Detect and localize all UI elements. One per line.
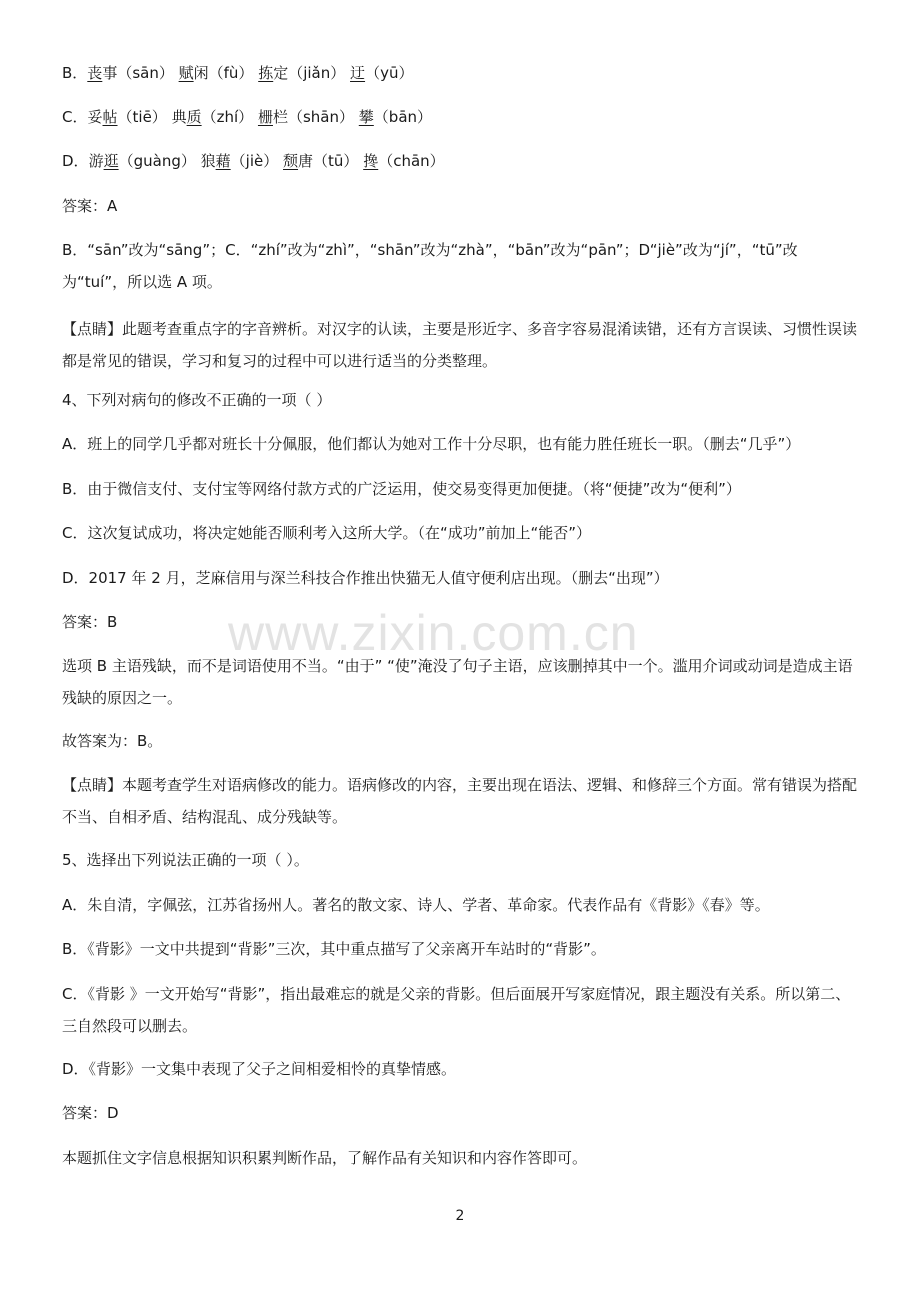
- q4-option-d: D．2017 年 2 月，芝麻信用与深兰科技合作推出快猫无人值守便利店出现。（删去“出现”）: [62, 569, 669, 587]
- q3-option-c: [62, 105, 880, 129]
- item-text: 定（jiǎn）: [273, 64, 346, 82]
- item-text: （yū）: [365, 64, 414, 82]
- q4-conclusion: 故答案为：B。: [62, 732, 163, 750]
- option-prefix: B．: [62, 64, 88, 82]
- q5-question: 5、选择出下列说法正确的一项（ ）。: [62, 851, 309, 869]
- q3-point: 【点睛】此题考查重点字的字音辨析。对汉字的认读，主要是形近字、多音字容易混淆读错，还有方言误读、习惯性误读都是常见的错误，学习和复习的过程中可以进行适当的分类整理。: [62, 320, 858, 370]
- q5-explanation: 本题抓住文字信息根据知识积累判断作品，了解作品有关知识和内容作答即可。: [62, 1149, 588, 1167]
- q4-answer: 答案：B: [62, 613, 118, 631]
- watermark: www.zixin.com.cn: [228, 605, 639, 661]
- q5-option-c: C．《背影 》一文开始写“背影”，指出最难忘的就是父亲的背影。但后面展开写家庭情况，跟主题没有关系。所以第二、三自然段可以删去。: [62, 985, 851, 1035]
- q5-option-b: B．《背影》一文中共提到“背影”三次，其中重点描写了父亲离开车站时的“背影”。: [62, 940, 606, 958]
- underlined-char: 颓: [283, 152, 299, 170]
- underlined-char: 栅: [257, 108, 273, 126]
- option-prefix: D．: [62, 152, 89, 170]
- underlined-char: 帖: [102, 108, 118, 126]
- item-text: 闲（fù）: [193, 64, 254, 82]
- underlined-char: 赋: [178, 64, 194, 82]
- q5-answer: 答案：D: [62, 1104, 119, 1122]
- item-text: 妥: [87, 108, 103, 126]
- item-text: 狼: [200, 152, 216, 170]
- item-text: 典: [171, 108, 187, 126]
- item-text: （tiē）: [117, 108, 167, 126]
- item-text: 栏（shān）: [272, 108, 354, 126]
- underlined-char: 逛: [103, 152, 119, 170]
- item-text: （jiè）: [230, 152, 279, 170]
- q4-question: 4、下列对病句的修改不正确的一项（ ）: [62, 391, 332, 409]
- underlined-char: 搀: [363, 152, 379, 170]
- q5-option-a: A．朱自清，字佩弦，江苏省扬州人。著名的散文家、诗人、学者、革命家。代表作品有《背影》《春》等。: [62, 896, 770, 914]
- q3-explanation: B．“sān”改为“sāng”；C．“zhí”改为“zhì”，“shān”改为“zhà”，“bān”改为“pān”；D“jiè”改为“jí”，“tū”改为“tuí”，所以选 A 项。: [62, 241, 798, 291]
- underlined-char: 攀: [358, 108, 374, 126]
- q4-option-c: C．这次复试成功，将决定她能否顺利考入这所大学。（在“成功”前加上“能否”）: [62, 524, 592, 542]
- q4-point: 【点睛】本题考查学生对语病修改的能力。语病修改的内容，主要出现在语法、逻辑、和修辞三个方面。常有错误为搭配不当、自相矛盾、结构混乱、成分残缺等。: [62, 776, 858, 826]
- item-text: 事（sān）: [102, 64, 174, 82]
- q4-explanation: 选项 B 主语残缺，而不是词语使用不当。“由于” “使”淹没了句子主语，应该删掉其中一个。滥用介词或动词是造成主语残缺的原因之一。: [62, 657, 853, 707]
- underlined-char: 迂: [350, 64, 366, 82]
- underlined-char: 质: [186, 108, 202, 126]
- item-text: 唐（tū）: [298, 152, 359, 170]
- item-text: （zhí）: [201, 108, 254, 126]
- underlined-char: 藉: [215, 152, 231, 170]
- q3-option-b: [62, 61, 880, 85]
- item-text: （bān）: [373, 108, 433, 126]
- item-text: （guàng）: [118, 152, 196, 170]
- item-text: （chān）: [378, 152, 445, 170]
- page-number: 2: [455, 1208, 465, 1224]
- q3-answer: 答案：A: [62, 197, 118, 215]
- option-prefix: C．: [62, 108, 88, 126]
- item-text: 游: [88, 152, 104, 170]
- q4-option-b: B．由于微信支付、支付宝等网络付款方式的广泛运用，使交易变得更加便捷。（将“便捷”改为“便利”）: [62, 480, 741, 498]
- q5-option-d: D．《背影》一文集中表现了父子之间相爱相怜的真挚情感。: [62, 1060, 457, 1078]
- underlined-char: 拣: [258, 64, 274, 82]
- underlined-char: 丧: [87, 64, 103, 82]
- q3-option-d: [62, 149, 880, 173]
- q4-option-a: A．班上的同学几乎都对班长十分佩服，他们都认为她对工作十分尽职，也有能力胜任班长一职。（删去“几乎”）: [62, 435, 801, 453]
